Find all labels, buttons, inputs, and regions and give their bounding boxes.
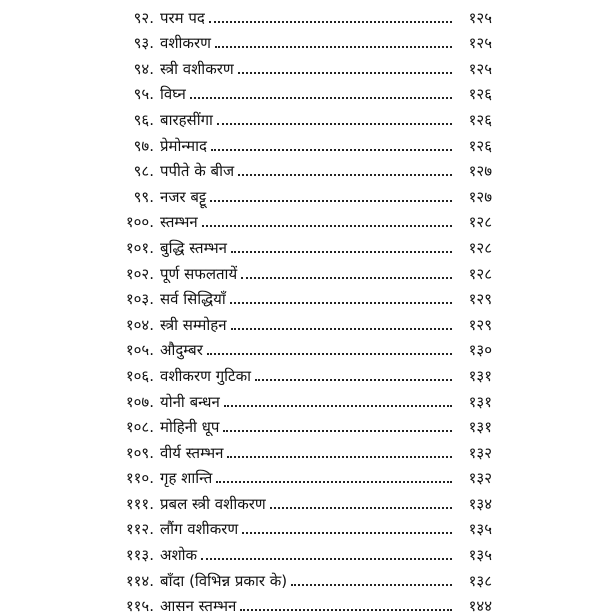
entry-page-number: १२५: [468, 8, 492, 27]
dot-leader: [240, 609, 452, 611]
toc-entry: [104, 512, 492, 538]
toc-entry: [104, 102, 492, 128]
entry-number: १०२.: [125, 264, 154, 283]
toc-entry: [104, 410, 492, 436]
entry-title: गृह शान्ति: [160, 469, 213, 488]
dot-leader: [230, 302, 452, 304]
entry-page-number: १३८: [468, 571, 492, 590]
toc-entry: [104, 77, 492, 103]
dot-leader: [190, 97, 452, 99]
entry-number: ९७.: [133, 136, 154, 155]
entry-page-number: १३५: [468, 520, 492, 539]
dot-leader: [238, 174, 452, 176]
entry-title: स्त्री सम्मोहन: [160, 315, 227, 334]
toc-entry: [104, 51, 492, 77]
toc-entry: [104, 563, 492, 589]
entry-title: आसन स्तम्भन: [160, 597, 237, 615]
entry-number: ११०.: [125, 469, 154, 488]
entry-page-number: १२५: [468, 34, 492, 53]
entry-number: ९३.: [133, 34, 154, 53]
toc-entry: [104, 537, 492, 563]
toc-entry: [104, 26, 492, 52]
entry-page-number: १३०: [468, 341, 492, 360]
entry-number: १००.: [125, 213, 154, 232]
entry-page-number: १३१: [468, 392, 492, 411]
dot-leader: [291, 584, 452, 586]
entry-number: ११५.: [125, 597, 154, 615]
entry-page-number: १२९: [468, 290, 492, 309]
entry-title: प्रबल स्त्री वशीकरण: [160, 494, 266, 513]
toc-entry: [104, 282, 492, 308]
dot-leader: [207, 353, 452, 355]
entry-number: ११४.: [125, 571, 154, 590]
toc-entry: [104, 589, 492, 615]
entry-page-number: १३२: [468, 469, 492, 488]
entry-number: १०७.: [125, 392, 154, 411]
entry-page-number: १२६: [468, 136, 492, 155]
entry-number: ९२.: [133, 8, 154, 27]
entry-page-number: १३२: [468, 443, 492, 462]
entry-title: स्त्री वशीकरण: [160, 59, 234, 78]
entry-number: ९५.: [133, 85, 154, 104]
entry-number: १०३.: [125, 290, 154, 309]
entry-title: लौंग वशीकरण: [160, 520, 239, 539]
dot-leader: [211, 149, 452, 151]
toc-entry: [104, 179, 492, 205]
entry-page-number: १२६: [468, 110, 492, 129]
entry-page-number: १२७: [468, 162, 492, 181]
dot-leader: [223, 430, 452, 432]
entry-title: सर्व सिद्धियाँ: [160, 290, 226, 309]
entry-number: १०९.: [125, 443, 154, 462]
entry-title: योनी बन्धन: [160, 392, 220, 411]
dot-leader: [217, 123, 452, 125]
toc-entry: [104, 461, 492, 487]
toc-entry: [104, 486, 492, 512]
dot-leader: [227, 456, 452, 458]
dot-leader: [231, 328, 452, 330]
entry-number: ११२.: [125, 520, 154, 539]
toc-entry: [104, 230, 492, 256]
dot-leader: [255, 379, 452, 381]
entry-number: ९९.: [133, 187, 154, 206]
entry-page-number: १३५: [468, 546, 492, 565]
entry-title: बुद्धि स्तम्भन: [160, 238, 227, 257]
entry-page-number: १२८: [468, 213, 492, 232]
dot-leader: [216, 481, 452, 483]
dot-leader: [231, 251, 452, 253]
entry-title: स्तम्भन: [160, 213, 198, 232]
entry-page-number: १२८: [468, 264, 492, 283]
toc-entry: [104, 307, 492, 333]
entry-title: बाँदा (विभिन्न प्रकार के): [160, 571, 288, 590]
entry-number: ९४.: [133, 59, 154, 78]
entry-title: बारहसींगा: [160, 110, 213, 129]
toc-entry: [104, 358, 492, 384]
entry-title: अशोक: [160, 546, 198, 565]
entry-title: औदुम्बर: [160, 341, 203, 360]
entry-number: ११३.: [125, 546, 154, 565]
table-of-contents: [104, 0, 492, 614]
entry-number: १०१.: [125, 238, 154, 257]
toc-entry: [104, 0, 492, 26]
entry-title: मोहिनी धूप: [160, 418, 220, 437]
toc-entry: [104, 154, 492, 180]
entry-page-number: १३१: [468, 366, 492, 385]
toc-entry: [104, 435, 492, 461]
dot-leader: [224, 405, 452, 407]
entry-title: वीर्य स्तम्भन: [160, 443, 224, 462]
entry-number: १०४.: [125, 315, 154, 334]
dot-leader: [215, 46, 452, 48]
entry-page-number: १२९: [468, 315, 492, 334]
entry-title: वशीकरण: [160, 34, 211, 53]
entry-number: १११.: [125, 494, 154, 513]
entry-title: परम पद: [160, 8, 205, 27]
dot-leader: [270, 507, 452, 509]
entry-page-number: १४४: [468, 597, 492, 615]
entry-number: ९६.: [133, 110, 154, 129]
entry-page-number: १२८: [468, 238, 492, 257]
entry-title: पपीते के बीज: [160, 162, 235, 181]
dot-leader: [241, 277, 452, 279]
dot-leader: [238, 72, 452, 74]
toc-entry: [104, 384, 492, 410]
entry-number: १०८.: [125, 418, 154, 437]
toc-entry: [104, 205, 492, 231]
dot-leader: [209, 21, 452, 23]
entry-title: पूर्ण सफलतायें: [160, 264, 238, 283]
entry-title: विघ्न: [160, 85, 186, 104]
entry-number: १०५.: [125, 341, 154, 360]
entry-title: नजर बट्टू: [160, 187, 207, 206]
dot-leader: [201, 558, 452, 560]
entry-page-number: १२७: [468, 187, 492, 206]
entry-title: वशीकरण गुटिका: [160, 366, 251, 385]
toc-entry: [104, 256, 492, 282]
entry-page-number: १२५: [468, 59, 492, 78]
entry-page-number: १३१: [468, 418, 492, 437]
toc-entry: [104, 333, 492, 359]
entry-page-number: १२६: [468, 85, 492, 104]
entry-page-number: १३४: [468, 494, 492, 513]
dot-leader: [202, 225, 452, 227]
entry-number: ९८.: [133, 162, 154, 181]
entry-number: १०६.: [125, 366, 154, 385]
dot-leader: [210, 200, 452, 202]
toc-entry: [104, 128, 492, 154]
entry-title: प्रेमोन्माद: [160, 136, 207, 155]
dot-leader: [242, 532, 452, 534]
